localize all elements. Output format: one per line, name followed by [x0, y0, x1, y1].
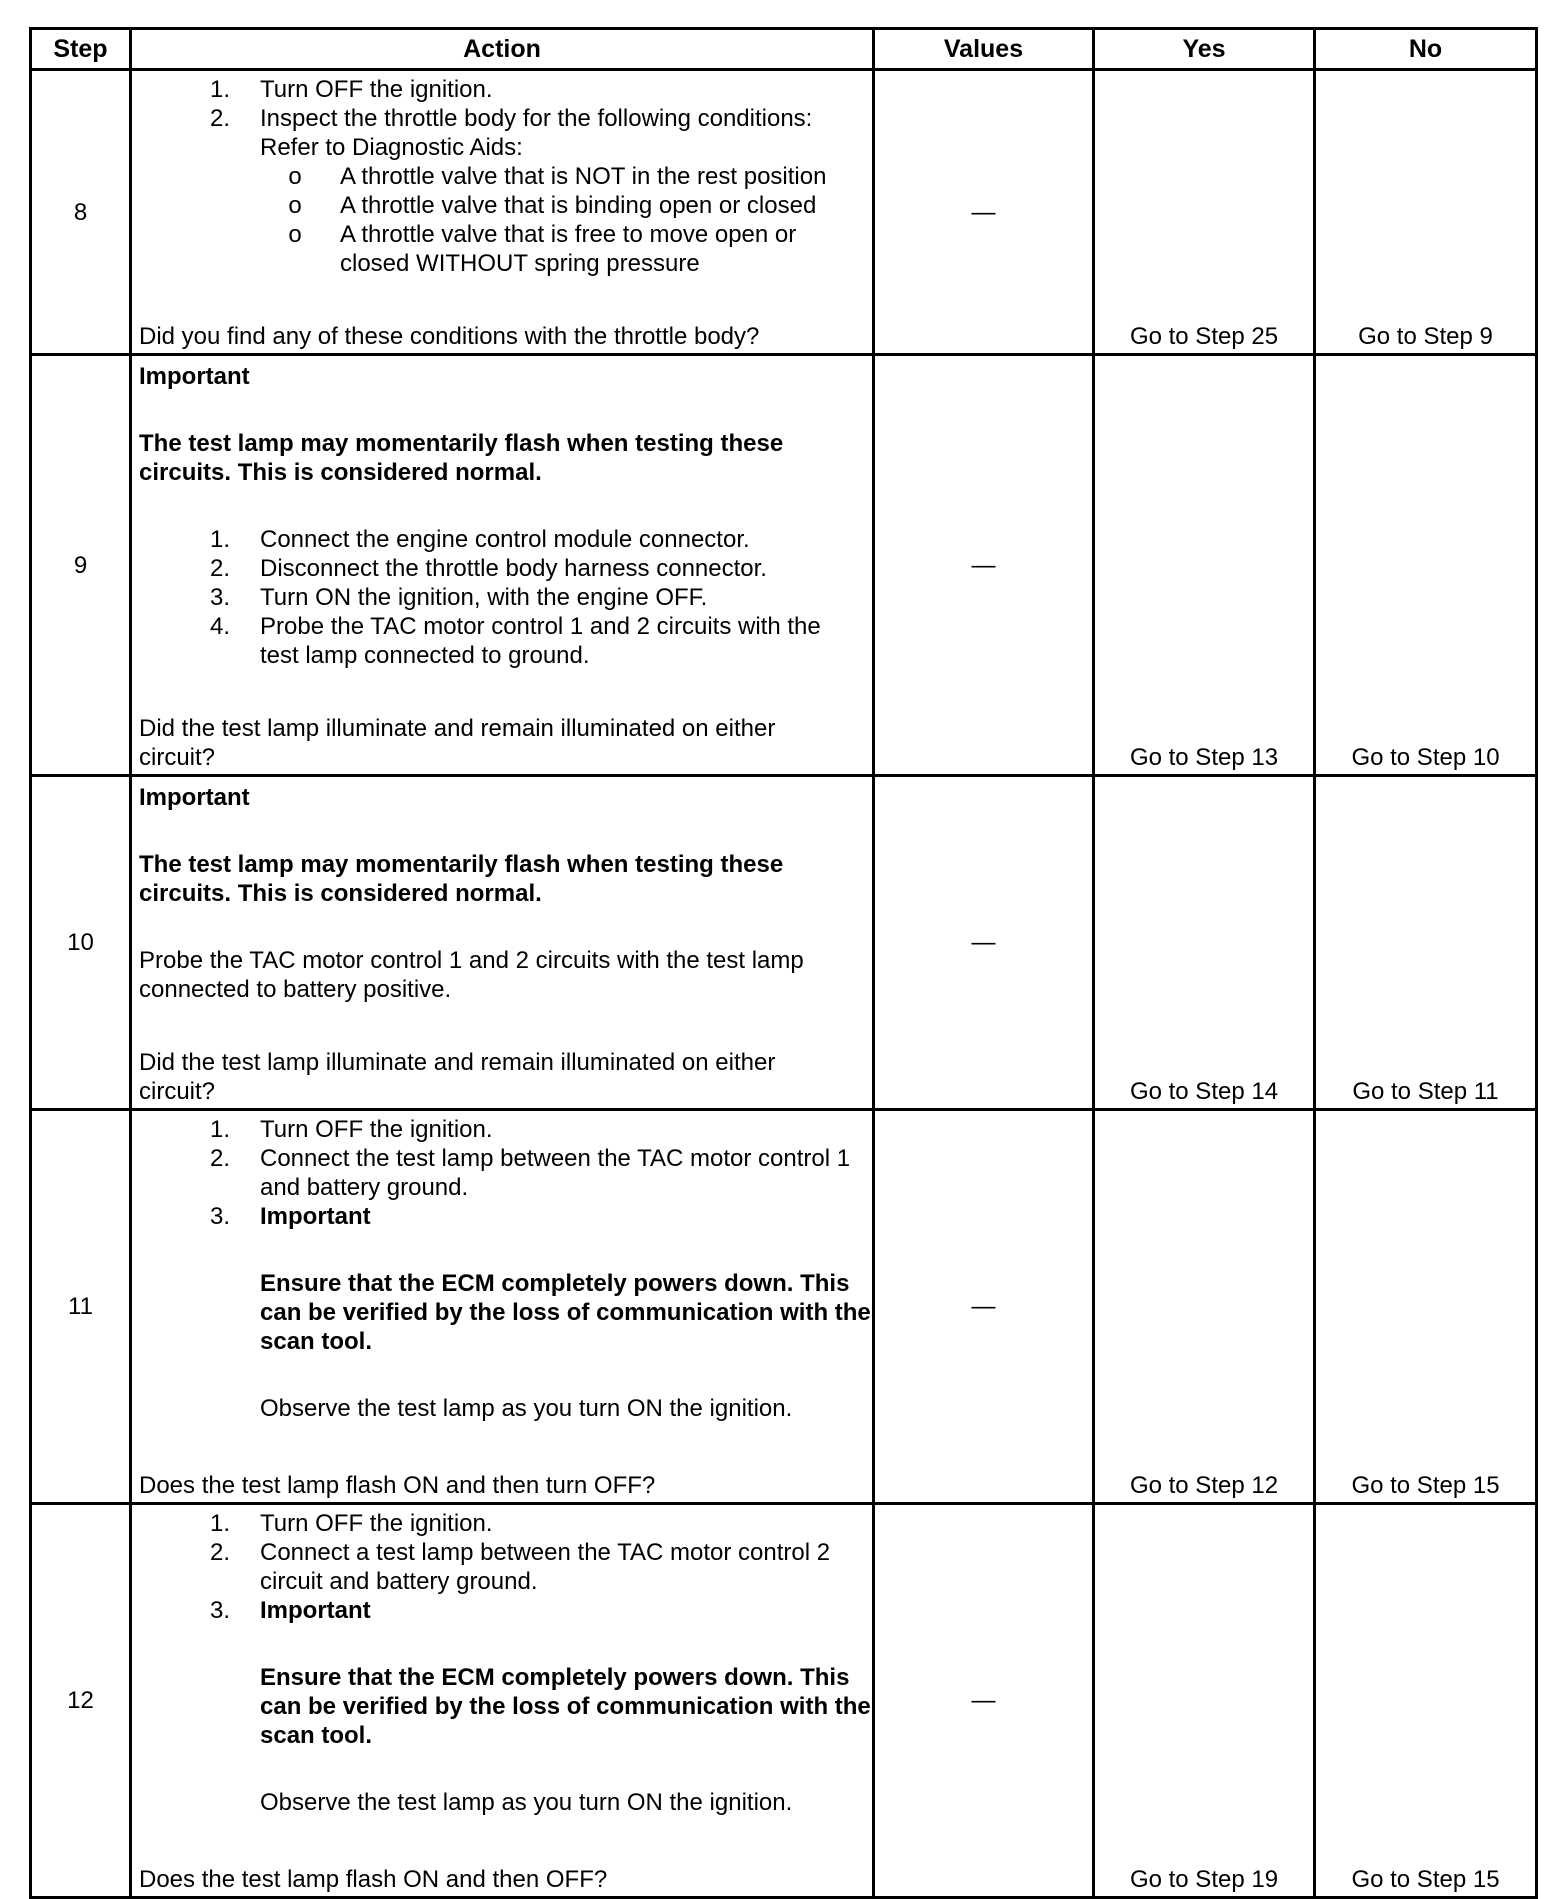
- header-row: [31, 29, 1537, 70]
- observe-text: Observe the test lamp as you turn ON the ignition.: [260, 1395, 793, 1422]
- list-text: Connect the engine control module connector.: [260, 526, 750, 553]
- list-text: Connect a test lamp between the TAC motor control 2 circuit and battery ground.: [260, 1539, 831, 1595]
- question-text: Did the test lamp illuminate and remain illuminated on either circuit?: [139, 1049, 776, 1105]
- list-number: 3.: [210, 584, 231, 611]
- important-note: The test lamp may momentarily flash when testing these circuits. This is considered normal.: [139, 851, 784, 907]
- header-action: Action: [131, 29, 874, 70]
- question-text: Did the test lamp illuminate and remain illuminated on either circuit?: [139, 715, 776, 771]
- step-number: 11: [31, 1110, 131, 1504]
- list-number: 2.: [210, 555, 231, 582]
- no-cell: Go to Step 10: [1315, 355, 1537, 776]
- yes-cell: Go to Step 19: [1094, 1504, 1315, 1898]
- list-number: 4.: [210, 613, 231, 640]
- action-cell: [131, 1110, 874, 1504]
- list-number: 1.: [210, 1116, 231, 1143]
- question-text: Did you find any of these conditions with the throttle body?: [139, 323, 760, 350]
- yes-cell: Go to Step 14: [1094, 776, 1315, 1110]
- list-text: Connect the test lamp between the TAC motor control 1 and battery ground.: [260, 1145, 851, 1201]
- list-number: 3.: [210, 1597, 231, 1624]
- bullet-marker: o: [288, 163, 302, 190]
- table-row: [31, 1110, 1537, 1504]
- step-number: 9: [31, 355, 131, 776]
- list-text: Important: [260, 1203, 371, 1230]
- yes-cell: Go to Step 12: [1094, 1110, 1315, 1504]
- list-text-cont: Refer to Diagnostic Aids:: [260, 134, 523, 161]
- important-note: Ensure that the ECM completely powers down. This can be verified by the loss of communication with the scan tool.: [260, 1664, 871, 1749]
- important-label: Important: [139, 363, 250, 390]
- step-number: 10: [31, 776, 131, 1110]
- list-number: 2.: [210, 105, 231, 132]
- question-text: Does the test lamp flash ON and then turn OFF?: [139, 1472, 656, 1499]
- yes-cell: Go to Step 13: [1094, 355, 1315, 776]
- important-note: Ensure that the ECM completely powers down. This can be verified by the loss of communication with the scan tool.: [260, 1270, 871, 1355]
- no-cell: Go to Step 15: [1315, 1110, 1537, 1504]
- list-text: Inspect the throttle body for the following conditions:: [260, 105, 813, 132]
- header-values: Values: [874, 29, 1094, 70]
- header-no: No: [1315, 29, 1537, 70]
- bullet-text: A throttle valve that is binding open or closed: [340, 192, 817, 219]
- value-cell: —: [874, 355, 1094, 776]
- important-label: Important: [139, 784, 250, 811]
- list-text: Turn ON the ignition, with the engine OFF.: [260, 584, 708, 611]
- list-text: Turn OFF the ignition.: [260, 76, 493, 103]
- list-number: 1.: [210, 76, 231, 103]
- action-text: Probe the TAC motor control 1 and 2 circuits with the test lamp connected to battery positive.: [139, 947, 804, 1003]
- list-number: 1.: [210, 526, 231, 553]
- list-text: Probe the TAC motor control 1 and 2 circuits with the test lamp connected to ground.: [260, 613, 821, 669]
- value-cell: —: [874, 776, 1094, 1110]
- diagnostic-table: [29, 27, 1538, 1899]
- table-row: [31, 1504, 1537, 1898]
- observe-text: Observe the test lamp as you turn ON the ignition.: [260, 1789, 793, 1816]
- step-number: 12: [31, 1504, 131, 1898]
- bullet-text: A throttle valve that is free to move open or closed WITHOUT spring pressure: [340, 221, 797, 277]
- step-number: 8: [31, 70, 131, 355]
- action-cell: [131, 1504, 874, 1898]
- list-number: 3.: [210, 1203, 231, 1230]
- header-yes: Yes: [1094, 29, 1315, 70]
- table-row: [31, 355, 1537, 776]
- question-text: Does the test lamp flash ON and then OFF?: [139, 1866, 608, 1893]
- list-text: Turn OFF the ignition.: [260, 1510, 493, 1537]
- list-text: Important: [260, 1597, 371, 1624]
- action-cell: [131, 70, 874, 355]
- list-number: 1.: [210, 1510, 231, 1537]
- list-number: 2.: [210, 1145, 231, 1172]
- header-step: Step: [31, 29, 131, 70]
- value-cell: —: [874, 1110, 1094, 1504]
- important-note: The test lamp may momentarily flash when testing these circuits. This is considered normal.: [139, 430, 784, 486]
- yes-cell: Go to Step 25: [1094, 70, 1315, 355]
- table-row: [31, 776, 1537, 1110]
- no-cell: Go to Step 9: [1315, 70, 1537, 355]
- no-cell: Go to Step 15: [1315, 1504, 1537, 1898]
- bullet-text: A throttle valve that is NOT in the rest position: [340, 163, 827, 190]
- action-cell: [131, 355, 874, 776]
- bullet-marker: o: [288, 221, 302, 248]
- list-text: Disconnect the throttle body harness connector.: [260, 555, 767, 582]
- action-cell: [131, 776, 874, 1110]
- value-cell: —: [874, 1504, 1094, 1898]
- list-text: Turn OFF the ignition.: [260, 1116, 493, 1143]
- bullet-marker: o: [288, 192, 302, 219]
- list-number: 2.: [210, 1539, 231, 1566]
- value-cell: —: [874, 70, 1094, 355]
- no-cell: Go to Step 11: [1315, 776, 1537, 1110]
- table-row: [31, 70, 1537, 355]
